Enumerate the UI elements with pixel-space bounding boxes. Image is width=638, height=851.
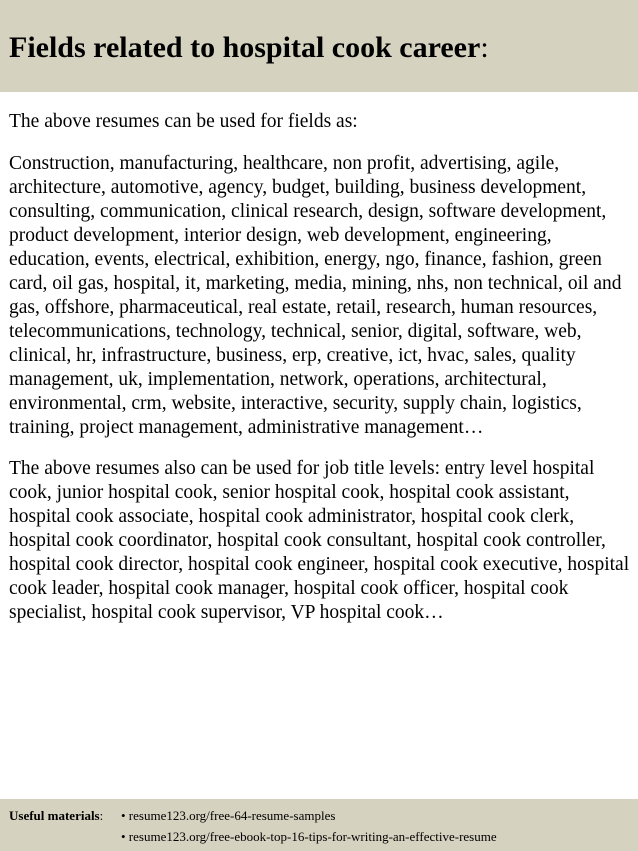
fields-intro: The above resumes can be used for fields as: <box>9 111 358 132</box>
main-content <box>9 110 633 625</box>
useful-materials-label-text: Useful materials <box>9 808 100 823</box>
useful-materials-label <box>9 807 103 825</box>
resource-link-resume-samples[interactable]: • resume123.org/free-64-resume-samples <box>121 808 336 823</box>
job-title-levels: The above resumes also can be used for job title levels: entry level hospital cook, junior hospital cook, senior hospital cook, hospital cook assistant, hospital cook associate, hospital cook administrator, hospital cook clerk, hospital cook coordinator, hospital cook consultant, hospital cook controller, hospital cook director, hospital cook engineer, hospital cook executive, hospital cook leader, hospital cook manager, hospital cook officer, hospital cook specialist, hospital cook supervisor, VP hospital cook… <box>9 458 630 623</box>
title-banner <box>0 0 638 92</box>
page-title-text: Fields related to hospital cook career <box>9 31 481 64</box>
resource-link-ebook-tips[interactable]: • resume123.org/free-ebook-top-16-tips-for-writing-an-effective-resume <box>121 829 497 844</box>
page-title-colon: : <box>480 31 489 64</box>
fields-list: Construction, manufacturing, healthcare, non profit, advertising, agile, architecture, automotive, agency, budget, building, business development, consulting, communication, clinical research, design, software development, product development, interior design, web development, engineering, education, events, electrical, exhibition, energy, ngo, finance, fashion, green card, oil gas, hospital, it, marketing, media, mining, nhs, non technical, oil and gas, offshore, pharmaceutical, real estate, retail, research, human resources, telecommunications, technology, technical, senior, digital, software, web, clinical, hr, infrastructure, business, erp, creative, ict, hvac, sales, quality management, uk, implementation, network, operations, architectural, environmental, crm, website, interactive, security, supply chain, logistics, training, project management, administrative management… <box>9 153 622 438</box>
page-title <box>9 31 489 65</box>
footer-banner <box>0 799 638 851</box>
useful-materials-label-colon: : <box>99 808 104 823</box>
